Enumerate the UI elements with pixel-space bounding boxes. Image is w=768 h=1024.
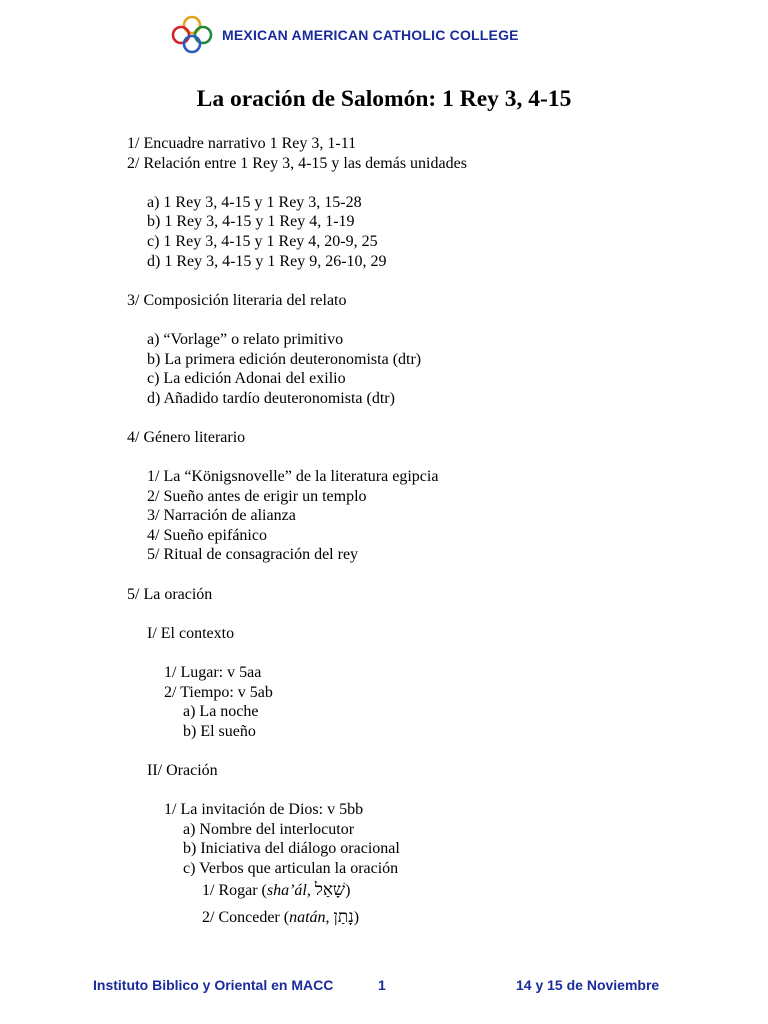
list-item: a) Nombre del interlocutor: [183, 820, 355, 838]
list-item: 4/ Sueño epifánico: [147, 526, 267, 544]
verb-item-conceder: 2/ Conceder (natán, נָתַן): [202, 906, 360, 927]
section-heading: 2/ Relación entre 1 Rey 3, 4-15 y las demás unidades: [127, 154, 467, 172]
verb-item-rogar: 1/ Rogar (sha’ál, שָׁאַל): [202, 879, 351, 900]
subsection-heading: I/ El contexto: [147, 624, 235, 642]
list-item: d) 1 Rey 3, 4-15 y 1 Rey 9, 26-10, 29: [147, 252, 387, 270]
page-title: La oración de Salomón: 1 Rey 3, 4-15: [196, 86, 572, 112]
section-heading: 1/ Encuadre narrativo 1 Rey 3, 1-11: [127, 135, 357, 152]
list-item: 5/ Ritual de consagración del rey: [147, 546, 359, 564]
footer-institute: Instituto Biblico y Oriental en MACC: [93, 977, 334, 993]
subsection-heading: II/ Oración: [147, 762, 218, 779]
college-name: MEXICAN AMERICAN CATHOLIC COLLEGE: [222, 27, 519, 43]
list-item: b) Iniciativa del diálogo oracional: [183, 840, 400, 858]
list-item: b) El sueño: [183, 722, 256, 740]
college-logo-icon: [170, 14, 214, 54]
hebrew-word: שָׁאַל: [314, 879, 346, 900]
section-heading: 4/ Género literario: [127, 428, 246, 446]
list-item: 2/ Sueño antes de erigir un templo: [147, 487, 367, 505]
list-item: 1/ La invitación de Dios: v 5bb: [164, 801, 364, 819]
section-heading: 3/ Composición literaria del relato: [127, 291, 347, 309]
list-item: b) 1 Rey 3, 4-15 y 1 Rey 4, 1-19: [147, 213, 355, 231]
list-item: a) 1 Rey 3, 4-15 y 1 Rey 3, 15-28: [147, 193, 362, 211]
list-item: c) Verbos que articulan la oración: [183, 859, 399, 877]
page-header: [170, 14, 519, 54]
list-item: a) “Vorlage” o relato primitivo: [147, 330, 344, 348]
list-item: c) 1 Rey 3, 4-15 y 1 Rey 4, 20-9, 25: [147, 232, 378, 250]
footer-date: 14 y 15 de Noviembre: [516, 977, 660, 993]
document-outline: [127, 134, 467, 929]
list-item: c) La edición Adonai del exilio: [147, 370, 346, 388]
list-item: d) Añadido tardío deuteronomista (dtr): [147, 389, 395, 407]
list-item: a) La noche: [183, 703, 259, 721]
section-heading: 5/ La oración: [127, 585, 213, 603]
page-number: 1: [378, 977, 386, 993]
list-item: 1/ La “Königsnovelle” de la literatura egipcia: [147, 468, 439, 486]
list-item: b) La primera edición deuteronomista (dtr): [147, 350, 422, 368]
list-item: 1/ Lugar: v 5aa: [164, 664, 262, 682]
list-item: 2/ Tiempo: v 5ab: [164, 683, 273, 701]
list-item: 3/ Narración de alianza: [147, 507, 296, 525]
hebrew-word: נָתַן: [333, 906, 354, 927]
